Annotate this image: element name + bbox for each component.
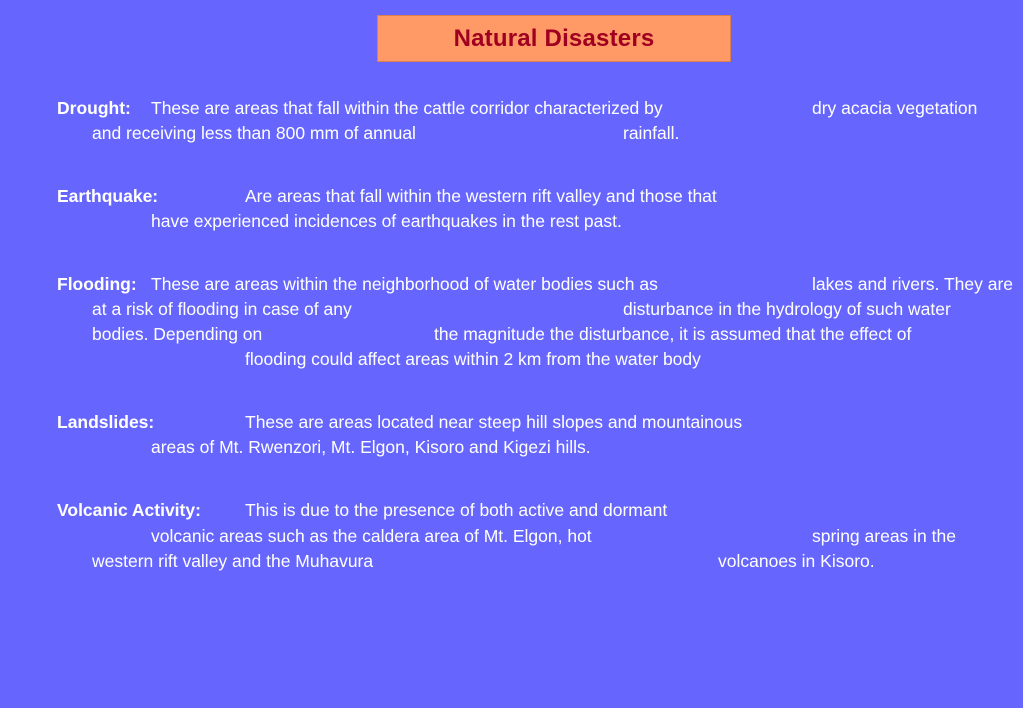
landslides-text: These are areas located near steep hill slopes and mountainous	[245, 412, 743, 432]
landslides-text: areas of Mt. Rwenzori, Mt. Elgon, Kisoro and Kigezi hills.	[151, 437, 591, 457]
volcanic-text: volcanoes in Kisoro.	[718, 551, 875, 571]
earthquake-text: Are areas that fall within the western rift valley and those that	[245, 186, 717, 206]
earthquake-text: have experienced incidences of earthquakes in the rest past.	[151, 211, 622, 231]
flooding-text: the magnitude the disturbance, it is assumed that the effect of	[434, 324, 912, 344]
volcanic-text: spring areas in the	[812, 526, 956, 546]
volcanic-text: volcanic areas such as the caldera area of Mt. Elgon, hot	[151, 526, 592, 546]
term-volcanic-activity: Volcanic Activity:	[57, 500, 201, 520]
drought-text: rainfall.	[623, 123, 680, 143]
drought-text: These are areas that fall within the cattle corridor characterized by	[151, 98, 663, 118]
flooding-text: These are areas within the neighborhood of water bodies such as	[151, 274, 658, 294]
flooding-text: lakes and rivers. They are	[812, 274, 1014, 294]
title-box	[377, 15, 731, 62]
drought-text: dry acacia vegetation	[812, 98, 978, 118]
volcanic-text: western rift valley and the Muhavura	[92, 551, 374, 571]
drought-text: and receiving less than 800 mm of annual	[92, 123, 416, 143]
flooding-text: disturbance in the hydrology of such water	[623, 299, 951, 319]
term-drought: Drought:	[57, 98, 131, 118]
flooding-text: flooding could affect areas within 2 km from the water body	[245, 349, 701, 369]
slide-title: Natural Disasters	[453, 24, 655, 52]
term-earthquake: Earthquake:	[57, 186, 159, 206]
volcanic-text: This is due to the presence of both active and dormant	[245, 500, 668, 520]
flooding-text: at a risk of flooding in case of any	[92, 299, 352, 319]
term-landslides: Landslides:	[57, 412, 155, 432]
term-flooding: Flooding:	[57, 274, 137, 294]
flooding-text: bodies. Depending on	[92, 324, 263, 344]
